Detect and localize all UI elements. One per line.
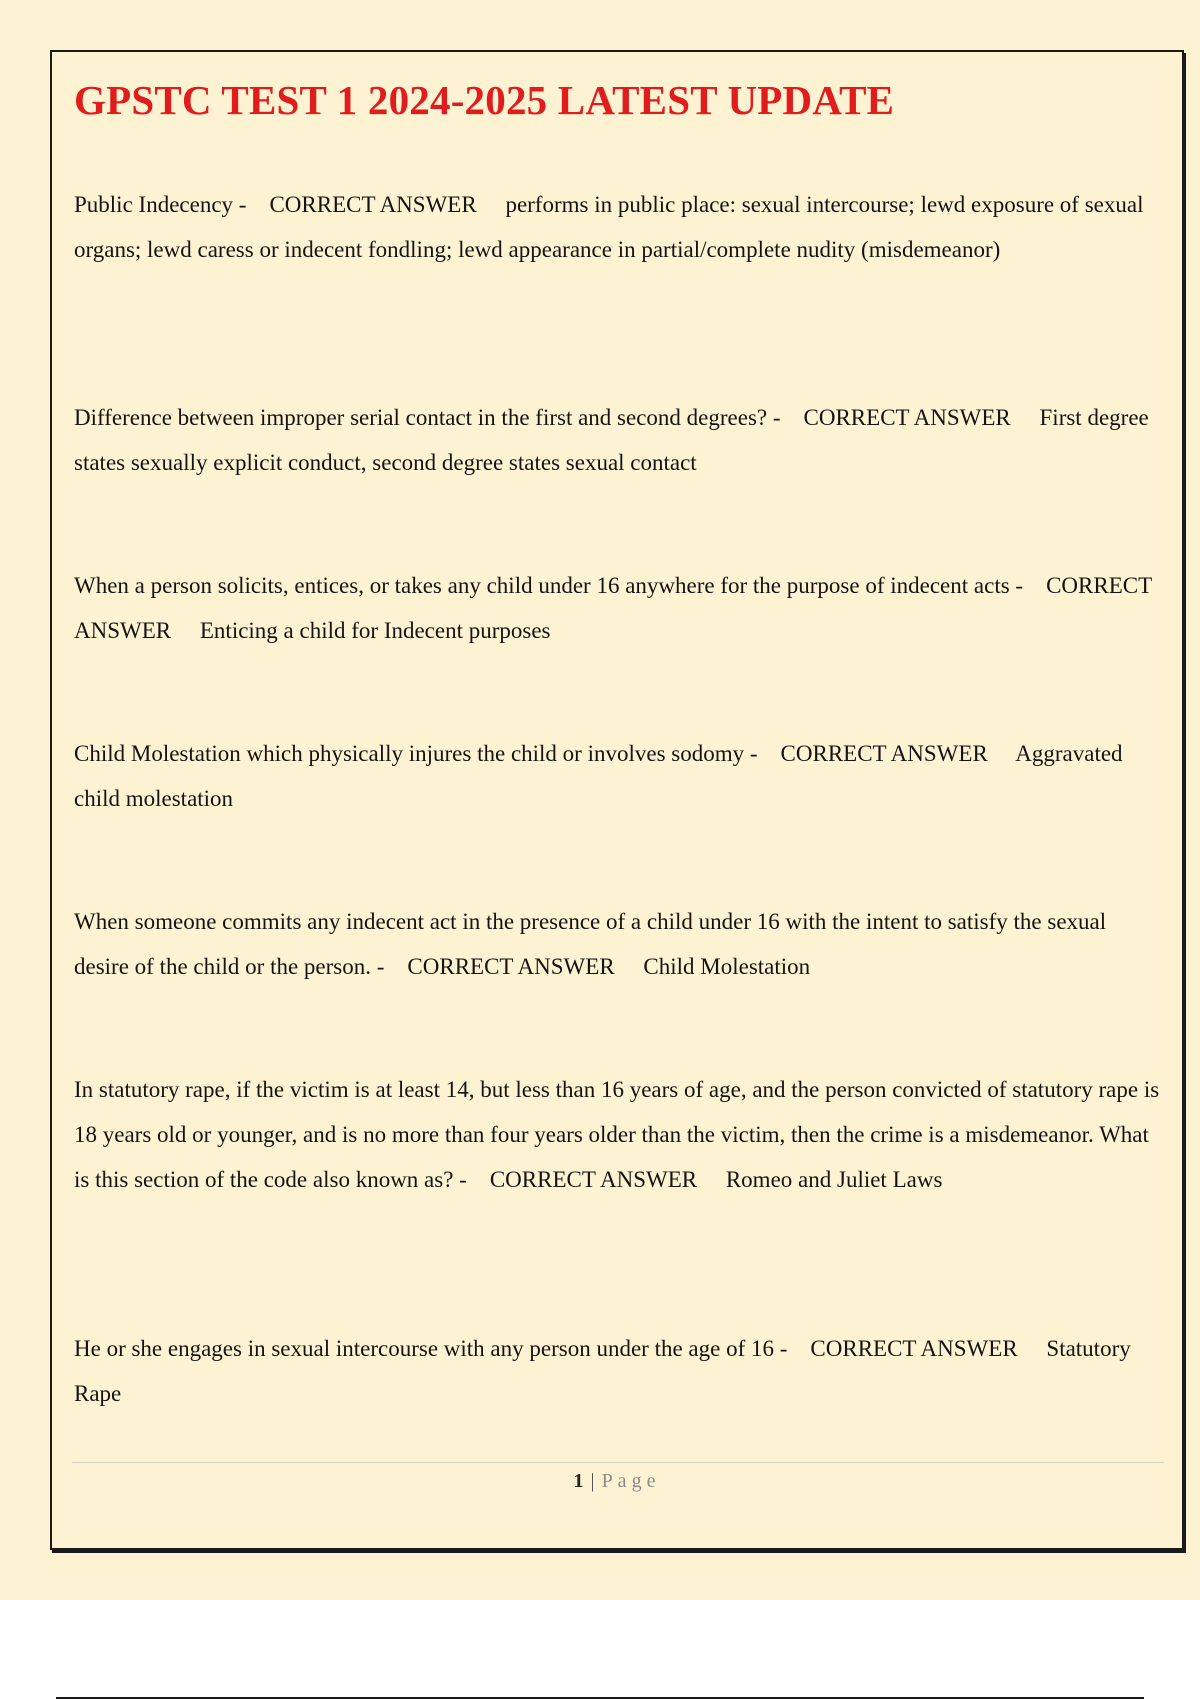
qa-answer-label: CORRECT ANSWER — [407, 954, 615, 979]
qa-answer-label: CORRECT ANSWER — [810, 1336, 1018, 1361]
page-footer — [52, 1470, 1182, 1493]
page-label: Page — [601, 1470, 661, 1492]
qa-item — [74, 182, 1160, 272]
qa-question: He or she engages in sexual intercourse with any person under the age of 16 - — [74, 1336, 788, 1361]
next-page-divider — [56, 1697, 1144, 1699]
qa-question: When someone commits any indecent act in the presence of a child under 16 with the intent to satisfy the sexual desire of the child or the person. - — [74, 909, 1107, 979]
qa-answer-label: CORRECT ANSWER — [780, 741, 988, 766]
qa-question: When a person solicits, entices, or takes any child under 16 anywhere for the purpose of indecent acts - — [74, 573, 1024, 598]
qa-answer: First degree states sexually explicit conduct, second degree states sexual contact — [74, 405, 1149, 475]
qa-answer: Enticing a child for Indecent purposes — [199, 618, 551, 643]
qa-answer-label: CORRECT ANSWER — [269, 192, 477, 217]
qa-item — [74, 1067, 1160, 1202]
qa-question: Child Molestation which physically injures the child or involves sodomy - — [74, 741, 758, 766]
qa-item — [74, 1326, 1160, 1416]
qa-answer: performs in public place: sexual intercourse; lewd exposure of sexual organs; lewd caress or indecent fondling; lewd appearance in partial/complete nudity (misdemeanor) — [74, 192, 1144, 262]
qa-question: Difference between improper serial contact in the first and second degrees? - — [74, 405, 781, 430]
document-page — [50, 50, 1184, 1550]
qa-answer: Romeo and Juliet Laws — [725, 1167, 943, 1192]
qa-question: In statutory rape, if the victim is at least 14, but less than 16 years of age, and the person convicted of statutory rape is 18 years old or younger, and is no more than four years older than the victim, then the crime is a misdemeanor. What is this section of the code also known as? - — [74, 1077, 1160, 1192]
qa-item — [74, 563, 1160, 653]
qa-answer: Child Molestation — [643, 954, 811, 979]
page-number: 1 — [573, 1470, 584, 1492]
qa-answer-label: CORRECT ANSWER — [803, 405, 1011, 430]
footer-divider — [72, 1462, 1164, 1463]
qa-answer-label: CORRECT ANSWER — [489, 1167, 698, 1192]
qa-item — [74, 395, 1160, 485]
page-separator: | — [590, 1470, 595, 1492]
qa-answer-label: CORRECT ANSWER — [74, 573, 1152, 643]
document-title: GPSTC TEST 1 2024-2025 LATEST UPDATE — [74, 77, 895, 123]
qa-item — [74, 899, 1160, 989]
qa-item — [74, 731, 1160, 821]
qa-question: Public Indecency - — [74, 192, 247, 217]
qa-answer: Statutory Rape — [74, 1336, 1131, 1406]
qa-answer: Aggravated child molestation — [74, 741, 1123, 811]
